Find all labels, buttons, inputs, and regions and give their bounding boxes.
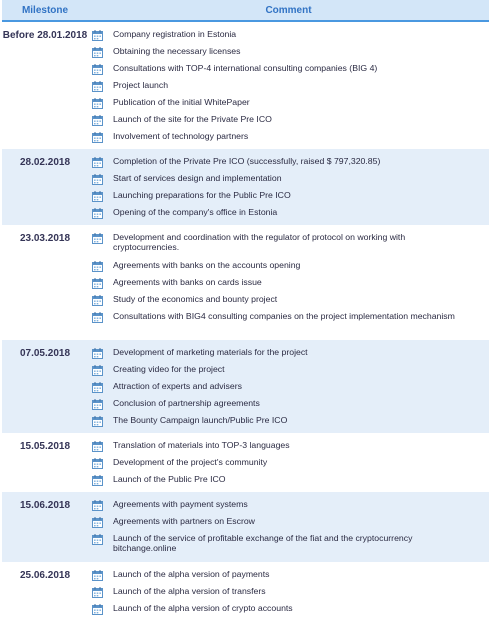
calendar-icon bbox=[92, 113, 103, 124]
list-item bbox=[88, 229, 489, 257]
list-item bbox=[88, 170, 489, 187]
item-text: The Bounty Campaign launch/Public Pre ICO bbox=[113, 415, 288, 425]
list-item bbox=[88, 111, 489, 128]
list-item bbox=[88, 361, 489, 378]
calendar-icon bbox=[92, 439, 103, 450]
list-item bbox=[88, 94, 489, 111]
item-text: Opening of the company's office in Estonia bbox=[113, 207, 278, 217]
item-text: Launch of the alpha version of transfers bbox=[113, 586, 266, 596]
calendar-icon bbox=[92, 259, 103, 270]
list-item bbox=[88, 291, 489, 308]
item-text: Launch of the service of profitable exchange of the fiat and the cryptocurrency bitchange.online bbox=[113, 533, 413, 553]
list-item bbox=[88, 496, 489, 513]
milestone-group bbox=[2, 225, 489, 340]
calendar-icon bbox=[92, 276, 103, 287]
list-item bbox=[88, 378, 489, 395]
milestone-items bbox=[88, 437, 489, 488]
milestone-date: 07.05.2018 bbox=[19, 348, 71, 359]
calendar-icon bbox=[92, 456, 103, 467]
list-item bbox=[88, 412, 489, 429]
item-text: Publication of the initial WhitePaper bbox=[113, 97, 250, 107]
list-item bbox=[88, 471, 489, 488]
calendar-icon bbox=[92, 293, 103, 304]
item-text: Study of the economics and bounty project bbox=[113, 294, 278, 304]
list-item bbox=[88, 437, 489, 454]
milestone-date: 15.05.2018 bbox=[19, 441, 71, 452]
milestone-date: 23.03.2018 bbox=[19, 233, 71, 244]
calendar-icon bbox=[92, 172, 103, 183]
item-text: Start of services design and implementation bbox=[113, 173, 282, 183]
calendar-icon bbox=[92, 206, 103, 217]
milestone-date: 15.06.2018 bbox=[19, 500, 71, 511]
milestone-group bbox=[2, 433, 489, 492]
table-body bbox=[2, 22, 489, 621]
milestone-items bbox=[88, 153, 489, 221]
calendar-icon bbox=[92, 380, 103, 391]
item-text: Launching preparations for the Public Pre ICO bbox=[113, 190, 291, 200]
calendar-icon bbox=[92, 189, 103, 200]
milestone-group bbox=[2, 340, 489, 433]
calendar-icon bbox=[92, 96, 103, 107]
calendar-icon bbox=[92, 532, 103, 543]
item-text: Agreements with banks on the accounts opening bbox=[113, 260, 301, 270]
list-item bbox=[88, 204, 489, 221]
milestone-group bbox=[2, 22, 489, 149]
item-text: Attraction of experts and advisers bbox=[113, 381, 242, 391]
item-text: Completion of the Private Pre ICO (successfully, raised $ 797,320.85) bbox=[113, 156, 381, 166]
milestone-date: 25.06.2018 bbox=[19, 570, 71, 581]
milestone-items bbox=[88, 496, 489, 558]
calendar-icon bbox=[92, 79, 103, 90]
item-text: Consultations with TOP-4 international consulting companies (BIG 4) bbox=[113, 63, 378, 73]
list-item bbox=[88, 43, 489, 60]
calendar-icon bbox=[92, 310, 103, 321]
item-text: Launch of the Public Pre ICO bbox=[113, 474, 226, 484]
list-item bbox=[88, 274, 489, 291]
item-text: Company registration in Estonia bbox=[113, 29, 237, 39]
item-text: Development and coordination with the regulator of protocol on working with cryptocurrencies. bbox=[113, 232, 406, 252]
calendar-icon bbox=[92, 346, 103, 357]
item-text: Launch of the site for the Private Pre ICO bbox=[113, 114, 272, 124]
calendar-icon bbox=[92, 397, 103, 408]
list-item bbox=[88, 454, 489, 471]
item-text: Launch of the alpha version of payments bbox=[113, 569, 270, 579]
item-text: Creating video for the project bbox=[113, 364, 225, 374]
item-text: Development of the project's community bbox=[113, 457, 268, 467]
list-item bbox=[88, 583, 489, 600]
item-text: Project launch bbox=[113, 80, 169, 90]
list-item bbox=[88, 128, 489, 145]
item-text: Agreements with banks on cards issue bbox=[113, 277, 262, 287]
comment-column-header: Comment bbox=[265, 4, 312, 16]
calendar-icon bbox=[92, 45, 103, 56]
calendar-icon bbox=[92, 498, 103, 509]
milestone-group bbox=[2, 492, 489, 562]
item-text: Agreements with partners on Escrow bbox=[113, 516, 255, 526]
list-item bbox=[88, 530, 489, 558]
item-text: Agreements with payment systems bbox=[113, 499, 248, 509]
milestone-items bbox=[88, 229, 489, 336]
list-item bbox=[88, 600, 489, 617]
calendar-icon bbox=[92, 414, 103, 425]
calendar-icon bbox=[92, 28, 103, 39]
item-text: Translation of materials into TOP-3 languages bbox=[113, 440, 290, 450]
item-text: Obtaining the necessary licenses bbox=[113, 46, 241, 56]
milestone-items bbox=[88, 566, 489, 617]
milestone-group bbox=[2, 562, 489, 621]
milestone-items bbox=[88, 26, 489, 145]
milestone-items bbox=[88, 344, 489, 429]
calendar-icon bbox=[92, 473, 103, 484]
list-item bbox=[88, 153, 489, 170]
item-text: Consultations with BIG4 consulting companies on the project implementation mechanism bbox=[113, 311, 455, 321]
list-item bbox=[88, 308, 489, 336]
list-item bbox=[88, 513, 489, 530]
calendar-icon bbox=[92, 62, 103, 73]
milestone-date: Before 28.01.2018 bbox=[2, 30, 88, 41]
list-item bbox=[88, 187, 489, 204]
list-item bbox=[88, 566, 489, 583]
calendar-icon bbox=[92, 130, 103, 141]
calendar-icon bbox=[92, 155, 103, 166]
list-item bbox=[88, 60, 489, 77]
item-text: Development of marketing materials for the project bbox=[113, 347, 308, 357]
list-item bbox=[88, 395, 489, 412]
list-item bbox=[88, 344, 489, 361]
calendar-icon bbox=[92, 585, 103, 596]
table-header bbox=[2, 0, 489, 22]
list-item bbox=[88, 26, 489, 43]
milestone-group bbox=[2, 149, 489, 225]
item-text: Conclusion of partnership agreements bbox=[113, 398, 260, 408]
list-item bbox=[88, 257, 489, 274]
list-item bbox=[88, 77, 489, 94]
item-text: Launch of the alpha version of crypto accounts bbox=[113, 603, 293, 613]
calendar-icon bbox=[92, 363, 103, 374]
calendar-icon bbox=[92, 515, 103, 526]
calendar-icon bbox=[92, 231, 103, 242]
milestone-date: 28.02.2018 bbox=[19, 157, 71, 168]
calendar-icon bbox=[92, 602, 103, 613]
milestone-column-header: Milestone bbox=[21, 4, 69, 16]
item-text: Involvement of technology partners bbox=[113, 131, 249, 141]
calendar-icon bbox=[92, 568, 103, 579]
